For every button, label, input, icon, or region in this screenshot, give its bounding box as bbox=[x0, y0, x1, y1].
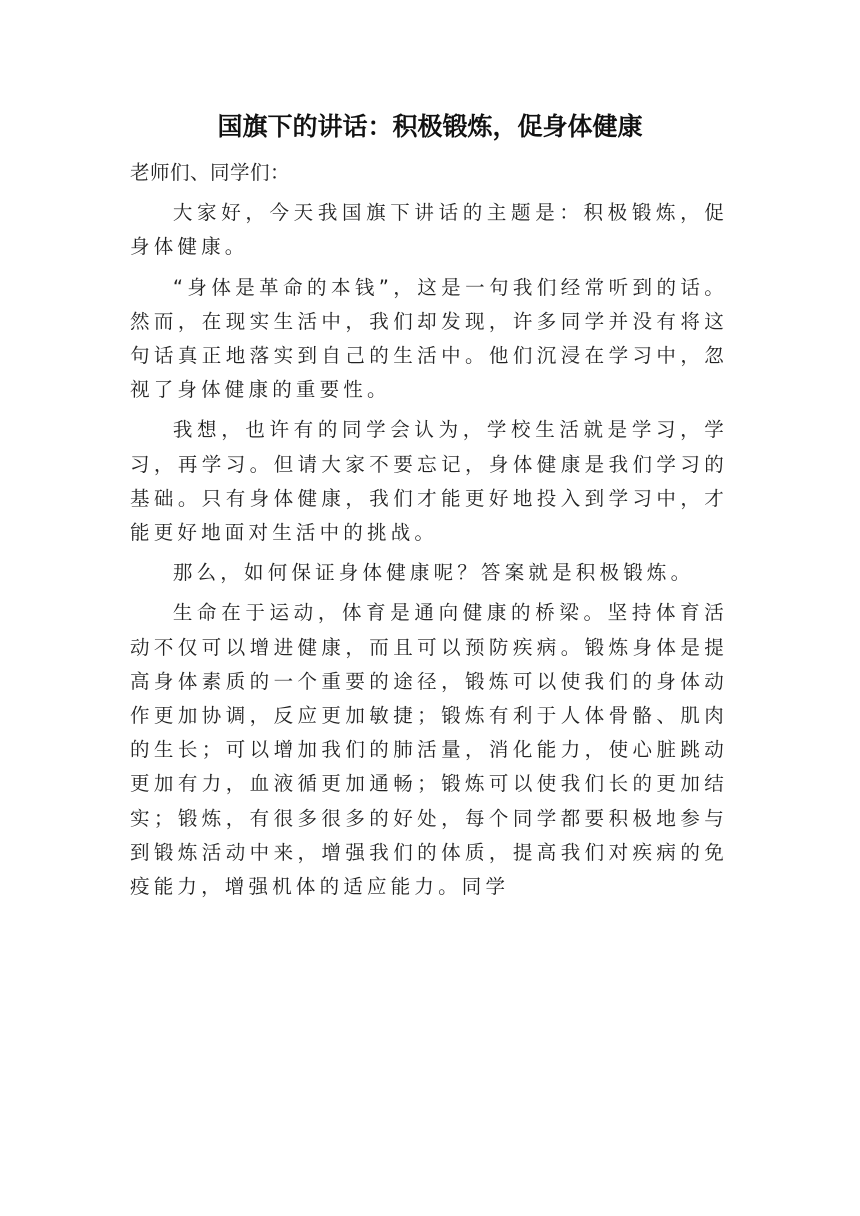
speech-body bbox=[130, 156, 728, 910]
paragraph-answer: 那么，如何保证身体健康呢？答案就是积极锻炼。 bbox=[172, 561, 695, 585]
page-title: 国旗下的讲话：积极锻炼，促身体健康 bbox=[217, 112, 643, 141]
salutation: 老师们、同学们： bbox=[130, 161, 291, 184]
paragraph-greeting: 大家好，今天我国旗下讲话的主题是：积极锻炼，促身体健康。 bbox=[130, 201, 728, 259]
paragraph-benefits: 生命在于运动，体育是通向健康的桥梁。坚持体育活动不仅可以增进健康，而且可以预防疾病。锻炼身体是提高身体素质的一个重要的途径，锻炼可以使我们的身体动作更加协调，反应更加敏捷；锻炼有利于人体骨骼、肌肉的生长；可以增加我们的肺活量，消化能力，使心脏跳动更加有力，血液循更加通畅；锻炼可以使我们长的更加结实；锻炼，有很多很多的好处，每个同学都要积极地参与到锻炼活动中来，增强我们的体质，提高我们对疾病的免疫能力，增强机体的适应能力。同学 bbox=[130, 601, 728, 899]
paragraph-health-capital: “身体是革命的本钱”，这是一句我们经常听到的话。然而，在现实生活中，我们却发现，许多同学并没有将这句话真正地落实到自己的生活中。他们沉浸在学习中，忽视了身体健康的重要性。 bbox=[130, 275, 728, 402]
paragraph-study-foundation: 我想，也许有的同学会认为，学校生活就是学习，学习，再学习。但请大家不要忘记，身体健康是我们学习的基础。只有身体健康，我们才能更好地投入到学习中，才能更好地面对生活中的挑战。 bbox=[130, 418, 728, 545]
